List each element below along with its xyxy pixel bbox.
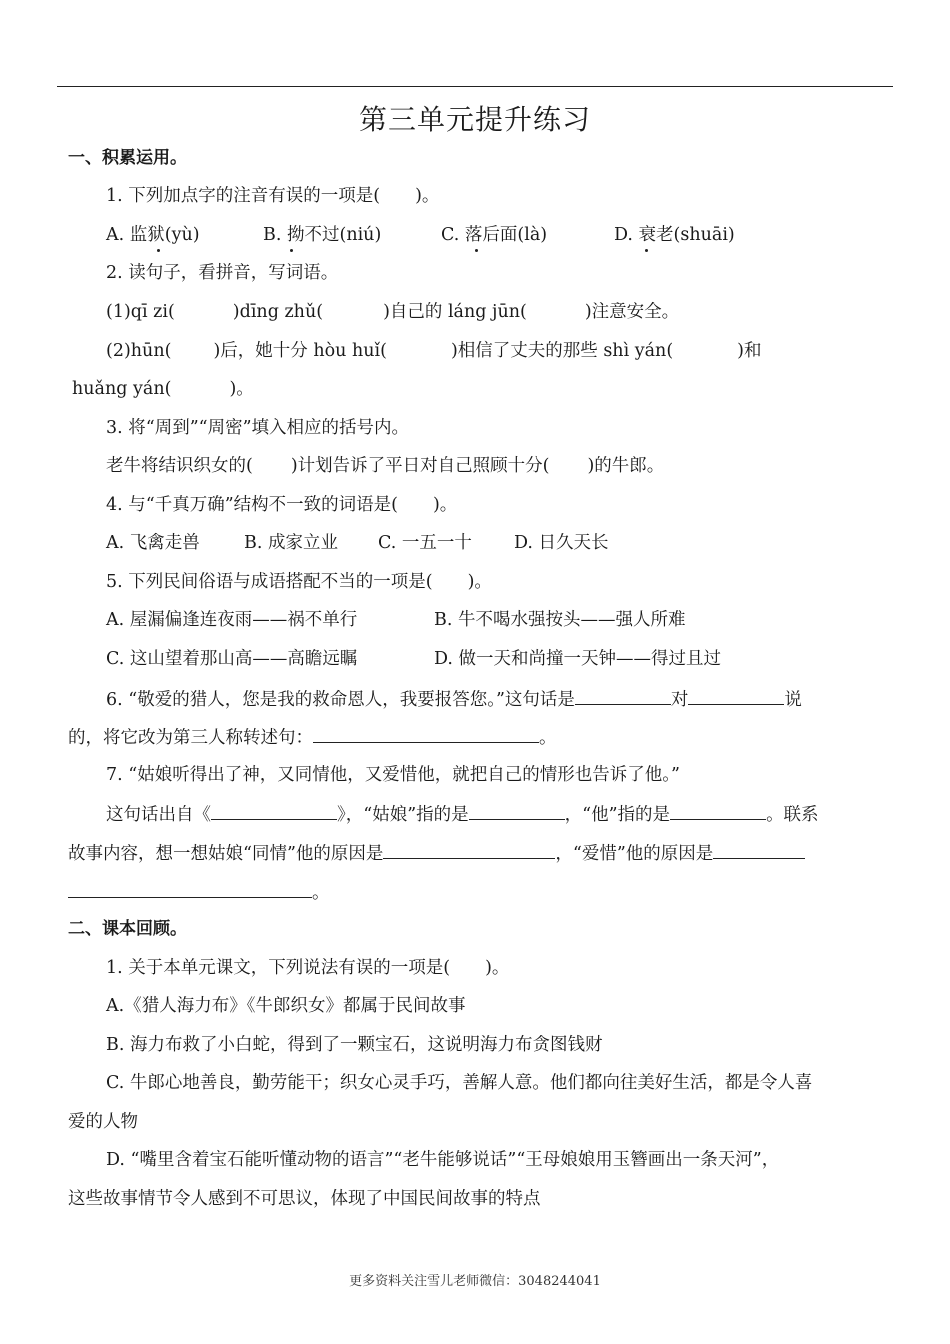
q1-stem: 1. 下列加点字的注音有误的一项是( )。 — [106, 186, 440, 206]
q7-quote: 7. “姑娘听得出了神，又同情他，又爱惜他，就把自己的情形也告诉了他。” — [106, 765, 680, 785]
q6-line1 — [106, 686, 802, 712]
q2-line1-c: )自己的 láng jūn( — [383, 302, 527, 322]
q2-line1 — [106, 300, 679, 324]
q7-line2 — [106, 801, 819, 827]
q3-line-b: )计划告诉了平日对自己照顾十分( — [290, 456, 550, 476]
q7-line4 — [68, 879, 330, 905]
q1-option-c: C. 落后面(là) — [441, 225, 548, 245]
answer-blank[interactable] — [670, 801, 766, 820]
s2-q1-option-d-line1: D. “嘴里含着宝石能听懂动物的语言”“老牛能够说话”“王母娘娘用玉簪画出一条天河”， — [106, 1150, 780, 1170]
emphasis-dot — [158, 246, 159, 247]
q2-line2-d: )和 — [737, 341, 762, 361]
q7-text-l2d: 。联系 — [766, 805, 819, 825]
q2-line2-b: )后，她十分 hòu huǐ( — [213, 341, 387, 361]
answer-blank[interactable] — [713, 840, 805, 859]
q7-line3 — [68, 840, 805, 866]
q5-stem: 5. 下列民间俗语与成语搭配不当的一项是( )。 — [106, 572, 492, 592]
s2-q1-option-b: B. 海力布救了小白蛇，得到了一颗宝石，这说明海力布贪图钱财 — [106, 1035, 603, 1055]
q7-text-l2c: ，“他”指的是 — [564, 805, 671, 825]
q2-line2 — [106, 339, 761, 363]
q6-text-a: 6. “敬爱的猎人，您是我的救命恩人，我要报答您。”这句话是 — [106, 690, 575, 710]
q6-text-e: 。 — [539, 728, 557, 748]
q1-option-a: A. 监狱(yù) — [106, 225, 200, 245]
q3-line-c: )的牛郎。 — [587, 456, 665, 476]
q2-line3 — [72, 377, 254, 401]
answer-blank[interactable] — [211, 801, 337, 820]
q5-option-b: B. 牛不喝水强按头——强人所难 — [434, 610, 686, 630]
s2-q1-option-a: A.《猎人海力布》《牛郎织女》都属于民间故事 — [106, 996, 466, 1016]
q7-text-l3a: 故事内容，想一想姑娘“同情”他的原因是 — [68, 844, 384, 864]
q4-option-a: A. 飞禽走兽 — [106, 533, 200, 553]
q2-line3-b: )。 — [229, 379, 254, 399]
q2-line3-a: huǎng yán( — [72, 379, 172, 399]
answer-blank[interactable] — [383, 840, 555, 859]
q4-option-d: D. 日久天长 — [514, 533, 609, 553]
q2-line1-b: )dīng zhǔ( — [232, 302, 324, 322]
q7-text-l2a: 这句话出自《 — [106, 805, 211, 825]
s2-q1-option-c-line2: 爱的人物 — [68, 1112, 138, 1132]
q5-option-d: D. 做一天和尚撞一天钟——得过且过 — [434, 649, 722, 669]
answer-blank[interactable] — [469, 801, 565, 820]
q6-text-c: 说 — [784, 690, 802, 710]
header-rule — [57, 86, 893, 87]
q5-option-c: C. 这山望着那山高——高瞻远瞩 — [106, 649, 358, 669]
q4-option-c: C. 一五一十 — [378, 533, 472, 553]
emphasis-dot — [476, 246, 477, 247]
q6-line2 — [68, 724, 557, 750]
q7-text-l2b: 》，“姑娘”指的是 — [337, 805, 469, 825]
q3-stem: 3. 将“周到”“周密”填入相应的括号内。 — [106, 418, 410, 438]
answer-blank[interactable] — [313, 724, 539, 743]
s2-q1-option-d-line2: 这些故事情节令人感到不可思议，体现了中国民间故事的特点 — [68, 1189, 541, 1209]
q7-text-l4: 。 — [312, 883, 330, 903]
section-heading-1: 一、积累运用。 — [68, 148, 187, 168]
q4-option-b: B. 成家立业 — [244, 533, 338, 553]
q6-text-b: 对 — [670, 690, 689, 710]
page-title: 第三单元提升练习 — [358, 103, 591, 136]
q2-line2-a: (2)hūn( — [106, 341, 172, 361]
q6-text-d: 的，将它改为第三人称转述句： — [68, 728, 313, 748]
q4-stem: 4. 与“千真万确”结构不一致的词语是( )。 — [106, 495, 458, 515]
s2-q1-stem: 1. 关于本单元课文，下列说法有误的一项是( )。 — [106, 958, 510, 978]
q3-line-a: 老牛将结识织女的( — [106, 456, 253, 476]
q2-line2-c: )相信了丈夫的那些 shì yán( — [450, 341, 674, 361]
q2-line1-a: (1)qī zi( — [106, 302, 175, 322]
s2-q1-option-c-line1: C. 牛郎心地善良，勤劳能干；织女心灵手巧，善解人意。他们都向往美好生活，都是令人喜 — [106, 1073, 813, 1093]
q7-text-l3b: ，“爱惜”他的原因是 — [555, 844, 714, 864]
answer-blank[interactable] — [68, 879, 312, 898]
q1-option-d: D. 衰老(shuāi) — [614, 225, 735, 245]
q2-stem: 2. 读句子，看拼音，写词语。 — [106, 263, 339, 283]
q5-option-a: A. 屋漏偏逢连夜雨——祸不单行 — [106, 610, 358, 630]
emphasis-dot — [291, 246, 292, 247]
q3-line — [106, 454, 664, 478]
emphasis-dot — [646, 246, 647, 247]
q1-option-b: B. 拗不过(niú) — [263, 225, 382, 245]
answer-blank[interactable] — [688, 686, 784, 705]
answer-blank[interactable] — [575, 686, 671, 705]
q2-line1-d: )注意安全。 — [584, 302, 680, 322]
footer-note: 更多资料关注雪儿老师微信：3048244041 — [349, 1274, 601, 1289]
section-heading-2: 二、课本回顾。 — [68, 919, 187, 939]
